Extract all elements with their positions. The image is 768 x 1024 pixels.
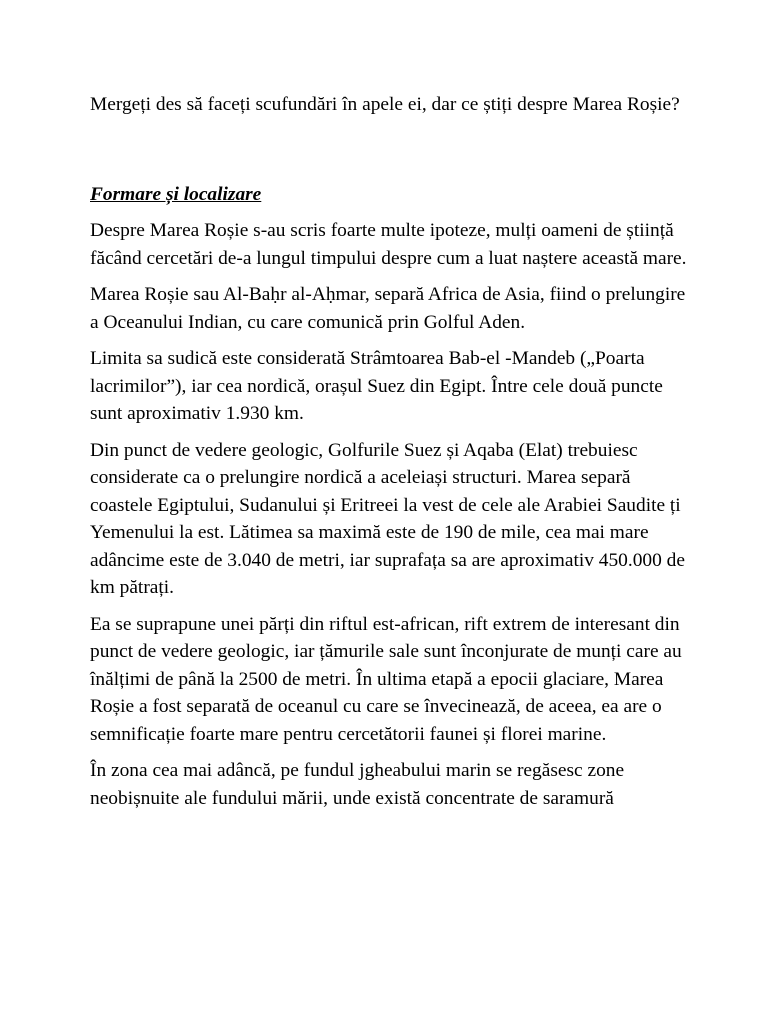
intro-paragraph: Mergeți des să faceți scufundări în apele ei, dar ce știți despre Marea Roșie? xyxy=(90,94,680,115)
paragraph-5: Ea se suprapune unei părți din riftul est-african, rift extrem de interesant din punct de vedere geologic, iar țămurile sale sunt înconjurate de munți care au înălțimi de până la 2500 de metri. În ultima etapă a epocii glaciare, Marea Roșie a fost separată de oceanul cu care se învecinează, de aceea, ea are o semnificație foarte mare pentru cercetătorii faunei și florei marine. xyxy=(90,613,682,745)
paragraph-6: În zona cea mai adâncă, pe fundul jgheabului marin se regăsesc zone neobișnuite ale fundului mării, unde există concentrate de saramură xyxy=(90,760,625,809)
document-page xyxy=(90,91,690,812)
paragraph-3: Limita sa sudică este considerată Strâmtoarea Bab-el -Mandeb („Poarta lacrimilor”), iar cea nordică, orașul Suez din Egipt. Între cele două puncte sunt aproximativ 1.930 km. xyxy=(90,348,663,424)
paragraph-2: Marea Roșie sau Al-Baḥr al-Aḥmar, separă Africa de Asia, fiind o prelungire a Oceanului Indian, cu care comunică prin Golful Aden. xyxy=(90,284,686,333)
section-heading: Formare și localizare xyxy=(90,183,262,205)
paragraph-4: Din punct de vedere geologic, Golfurile Suez și Aqaba (Elat) trebuiesc considerate ca o prelungire nordică a aceleiași structuri. Marea separă coastele Egiptului, Sudanului și Eritreei la vest de cele ale Arabiei Saudite ți Yemenului la est. Lătimea sa maximă este de 190 de mile, cea mai mare adâncime este de 3.040 de metri, iar suprafața sa are aproximativ 450.000 de km pătrați. xyxy=(90,439,685,598)
paragraph-1: Despre Marea Roșie s-au scris foarte multe ipoteze, mulți oameni de știință făcând cercetări de-a lungul timpului despre cum a luat naștere această mare. xyxy=(90,220,687,269)
